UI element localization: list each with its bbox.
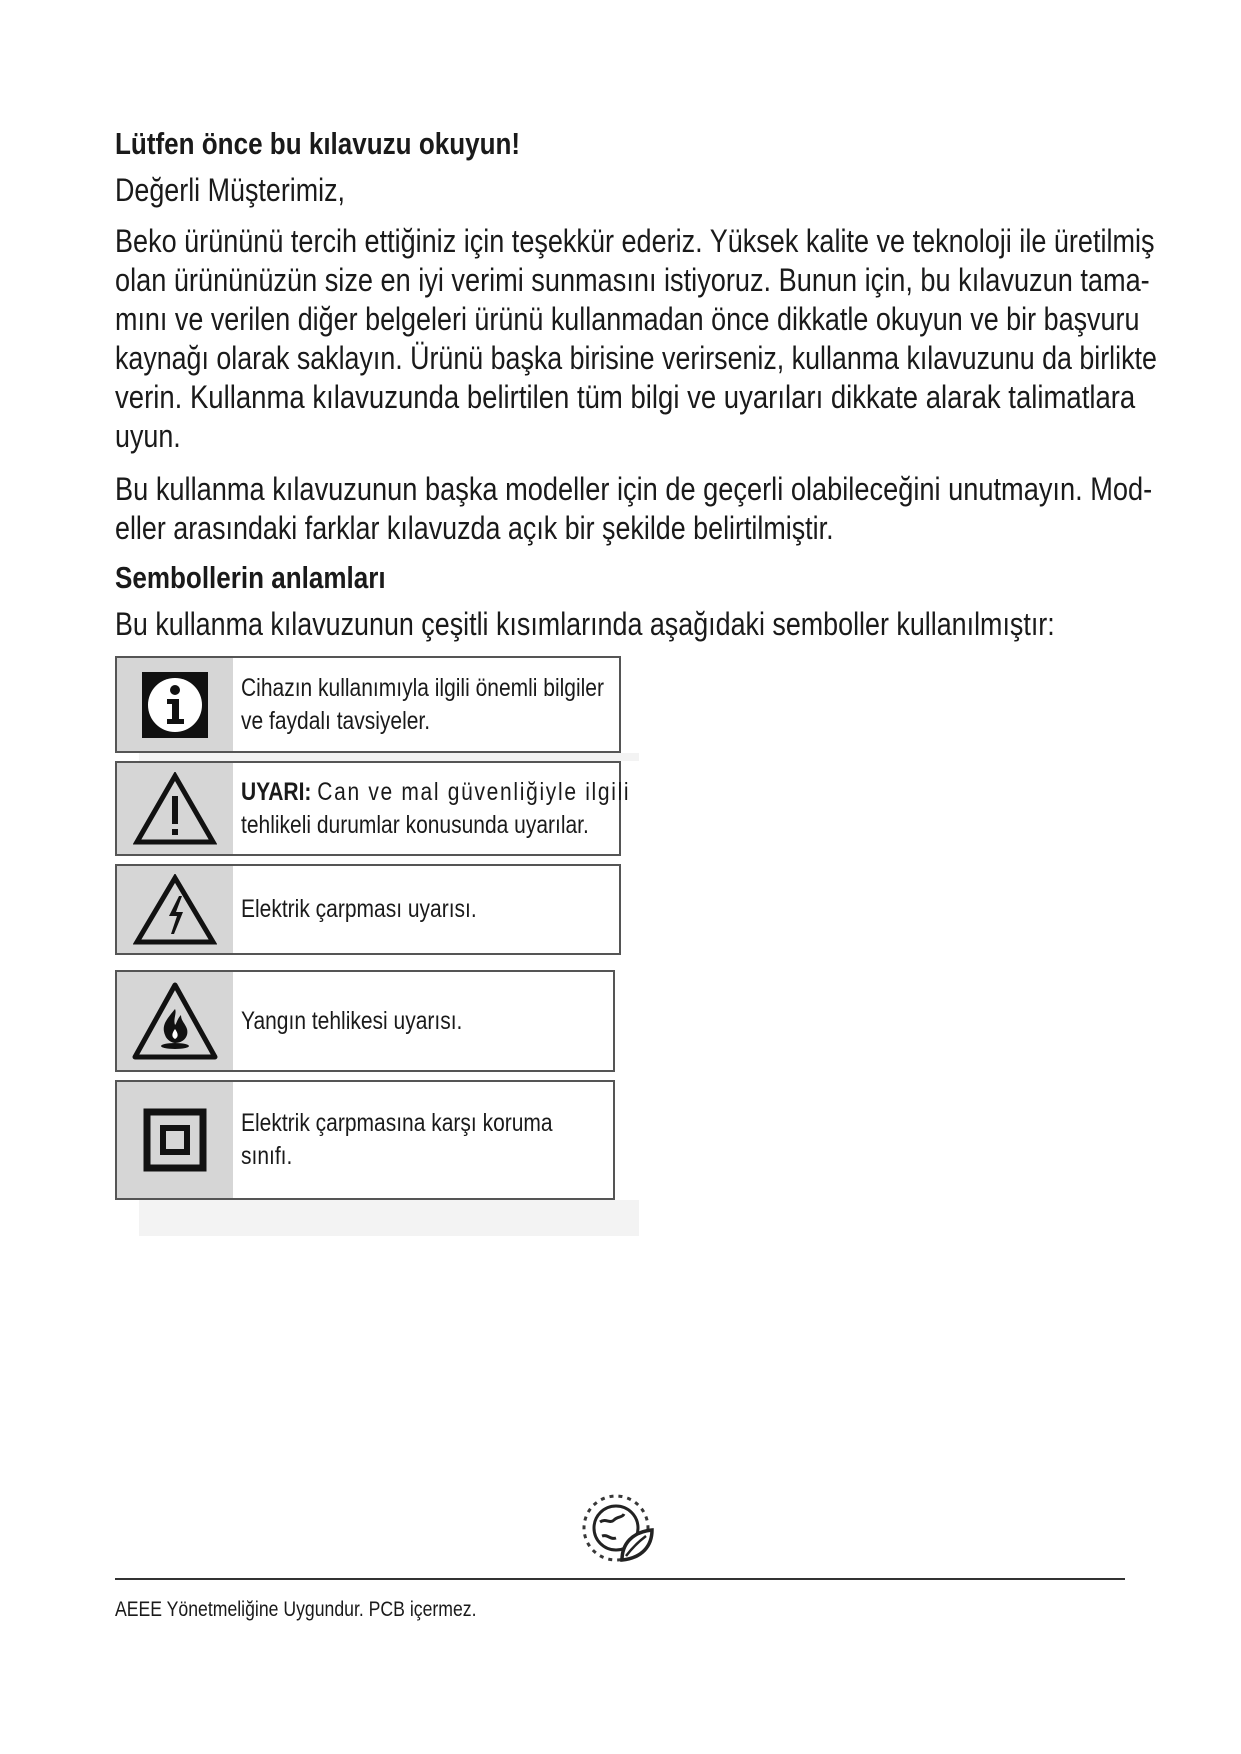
symbol-text-line: ve faydalı tavsiyeler. [241, 706, 431, 735]
paragraph-line: olan ürününüzün size en iyi verimi sunmasını istiyoruz. Bunun için, bu kılavuzun tama- [115, 262, 1150, 298]
paragraph-line: mını ve verilen diğer belgeleri ürünü kullanmadan önce dikkatle okuyun ve bir başvuru [115, 301, 1140, 337]
electric-shock-icon [133, 874, 217, 946]
paragraph-line: Beko ürününü tercih ettiğiniz için teşekkür ederiz. Yüksek kalite ve teknoloji ile üretilmiş [115, 223, 1155, 259]
footer-divider [115, 1578, 1125, 1580]
intro-paragraph [115, 222, 1157, 456]
symbol-fire-hazard [115, 970, 615, 1072]
symbol-description [233, 866, 619, 953]
symbol-text-line: sınıfı. [241, 1142, 293, 1170]
symbol-text-line: Yangın tehlikesi uyarısı. [241, 1006, 463, 1035]
symbols-heading: Sembollerin anlamları [115, 560, 386, 595]
symbol-info [115, 656, 621, 753]
symbol-electric-shock [115, 864, 621, 955]
greeting: Değerli Müşterimiz, [115, 172, 346, 208]
symbol-text-line: tehlikeli durumlar konusunda uyarılar. [241, 810, 589, 839]
symbol-text-line: Elektrik çarpması uyarısı. [241, 895, 477, 923]
protection-class-icon [143, 1108, 207, 1172]
paragraph-line: verin. Kullanma kılavuzunda belirtilen tüm bilgi ve uyarıları dikkate alarak talimatlara [115, 379, 1136, 415]
paragraph-line: uyun. [115, 418, 181, 454]
paragraph-line: Bu kullanma kılavuzunun başka modeller için de geçerli olabileceğini unutmayın. Mod- [115, 471, 1153, 507]
icon-cell [117, 972, 233, 1070]
symbol-description [233, 763, 712, 854]
paragraph-line: kaynağı olarak saklayın. Ürünü başka birisine verirseniz, kullanma kılavuzunu da birlikte [115, 340, 1157, 376]
symbol-text-line [241, 776, 630, 809]
warning-text: Can ve mal güvenliğiyle ilgili [317, 777, 631, 806]
models-paragraph [115, 470, 1153, 548]
symbol-description [233, 972, 613, 1070]
symbol-text-line: Elektrik çarpmasına karşı koruma [241, 1109, 553, 1137]
symbol-protection-class [115, 1080, 615, 1200]
page-heading: Lütfen önce bu kılavuzu okuyun! [115, 126, 521, 161]
symbol-description [233, 1082, 620, 1198]
warning-icon [133, 772, 217, 846]
symbol-text-line: Cihazın kullanımıyla ilgili önemli bilgiler [241, 673, 604, 702]
warning-label: UYARI: [241, 777, 312, 806]
icon-cell [117, 658, 233, 751]
footer-note: AEEE Yönetmeliğine Uygundur. PCB içermez. [115, 1598, 477, 1621]
box-shadow [139, 1200, 639, 1236]
symbol-description [233, 658, 681, 751]
icon-cell [117, 1082, 233, 1198]
icon-cell [117, 763, 233, 854]
symbol-warning [115, 761, 631, 856]
icon-cell [117, 866, 233, 953]
info-icon [140, 670, 210, 740]
symbols-intro: Bu kullanma kılavuzunun çeşitli kısımlarında aşağıdaki semboller kullanılmıştır: [115, 606, 1055, 642]
eco-globe-leaf-icon [578, 1488, 658, 1568]
fire-hazard-icon [131, 981, 219, 1061]
box-shadow [139, 753, 639, 761]
paragraph-line: eller arasındaki farklar kılavuzda açık bir şekilde belirtilmiştir. [115, 510, 834, 546]
